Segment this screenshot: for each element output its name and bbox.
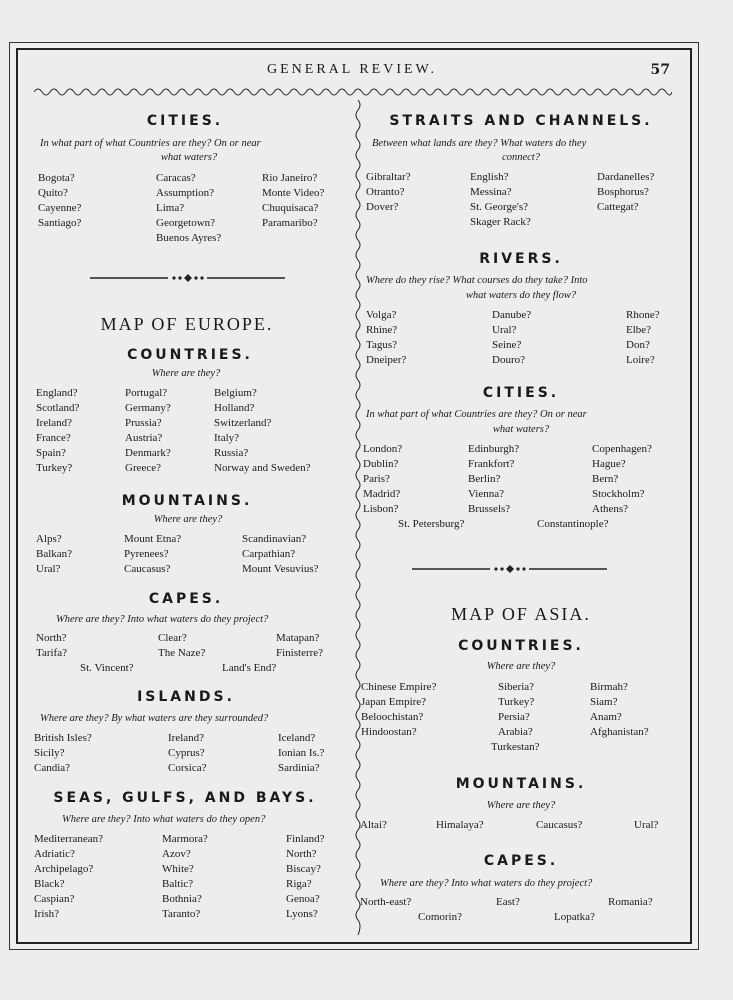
list-item: Frankfort? — [468, 458, 515, 470]
list-item: Riga? — [286, 878, 312, 890]
ornament-divider — [412, 564, 607, 574]
list-item: Taranto? — [162, 908, 201, 920]
list-item: Athens? — [592, 503, 629, 515]
list-item: Baltic? — [162, 878, 194, 890]
page-number: 57 — [650, 62, 670, 78]
list-item: East? — [496, 896, 520, 908]
list-item: Stockholm? — [592, 488, 645, 500]
list-item: Bogota? — [38, 172, 75, 184]
europe-capes-heading: CAPES. — [148, 591, 224, 607]
europe-mountains-question: Where are they? — [153, 514, 223, 525]
list-item: Clear? — [158, 632, 187, 644]
list-item: Scotland? — [36, 402, 80, 414]
list-item: Beloochistan? — [361, 711, 424, 723]
list-item: Lima? — [156, 202, 185, 214]
list-item: Rhine? — [366, 324, 398, 336]
page-header — [20, 60, 684, 88]
list-item: Hague? — [592, 458, 626, 470]
ornament-divider — [90, 273, 285, 283]
list-item: Comorin? — [418, 911, 462, 923]
list-item: Finisterre? — [276, 647, 324, 659]
list-item: Azov? — [162, 848, 191, 860]
list-item: Finland? — [286, 833, 325, 845]
list-item: Copenhagen? — [592, 443, 652, 455]
rivers-question: Where do they rise? What courses do they take? Into — [366, 275, 588, 286]
list-item: Germany? — [125, 402, 171, 414]
list-item: North? — [36, 632, 67, 644]
list-item: Archipelago? — [34, 863, 94, 875]
list-item: Genoa? — [286, 893, 320, 905]
list-item: Brussels? — [468, 503, 511, 515]
list-item: Madrid? — [363, 488, 401, 500]
list-item: Scandinavian? — [242, 533, 307, 545]
list-item: Ireland? — [36, 417, 73, 429]
list-item: Norway and Sweden? — [214, 462, 311, 474]
list-item: St. Petersburg? — [398, 518, 465, 530]
list-item: Tarifa? — [36, 647, 67, 659]
list-item: British Isles? — [34, 732, 92, 744]
list-item: White? — [162, 863, 194, 875]
list-item: Quito? — [38, 187, 68, 199]
list-item: Marmora? — [162, 833, 208, 845]
map-europe-title: MAP OF EUROPE. — [100, 314, 274, 334]
list-item: Mediterranean? — [34, 833, 104, 845]
list-item: Belgium? — [214, 387, 257, 399]
running-title: GENERAL REVIEW. — [267, 62, 437, 77]
list-item: Bern? — [592, 473, 619, 485]
asia-countries-heading: COUNTRIES. — [458, 638, 584, 654]
list-item: Caspian? — [34, 893, 75, 905]
list-item: Adriatic? — [34, 848, 75, 860]
list-item: Monte Video? — [262, 187, 325, 199]
asia-capes-question: Where are they? Into what waters do they project? — [380, 878, 593, 889]
list-item: Douro? — [492, 354, 525, 366]
list-item: Bothnia? — [162, 893, 202, 905]
list-item: Switzerland? — [214, 417, 272, 429]
list-item: Cyprus? — [168, 747, 205, 759]
list-item: Corsica? — [168, 762, 207, 774]
list-item: Caucasus? — [124, 563, 171, 575]
list-item: Vienna? — [468, 488, 504, 500]
list-item: Greece? — [125, 462, 162, 474]
list-item: Rio Janeiro? — [262, 172, 318, 184]
rivers-question-cont: what waters do they flow? — [465, 290, 577, 301]
list-item: Black? — [34, 878, 65, 890]
right-cities-heading: CITIES. — [482, 385, 560, 401]
list-item: Matapan? — [276, 632, 320, 644]
list-item: Alps? — [36, 533, 62, 545]
list-item: Volga? — [366, 309, 397, 321]
list-item: Denmark? — [125, 447, 171, 459]
list-item: Hindoostan? — [361, 726, 417, 738]
europe-islands-question: Where are they? By what waters are they surrounded? — [40, 713, 269, 724]
list-item: Portugal? — [125, 387, 168, 399]
list-item: Skager Rack? — [470, 216, 531, 228]
list-item: Rhone? — [626, 309, 660, 321]
list-item: Italy? — [214, 432, 240, 444]
list-item: Sicily? — [34, 747, 65, 759]
europe-islands-heading: ISLANDS. — [137, 689, 235, 705]
list-item: Russia? — [214, 447, 249, 459]
list-item: Biscay? — [286, 863, 321, 875]
list-item: Lyons? — [286, 908, 318, 920]
list-item: Irish? — [34, 908, 60, 920]
list-item: Dover? — [366, 201, 399, 213]
list-item: Lopatka? — [554, 911, 595, 923]
right-cities-question-cont: what waters? — [492, 424, 550, 435]
list-item: Constantinople? — [537, 518, 609, 530]
list-item: Ural? — [36, 563, 61, 575]
list-item: North-east? — [360, 896, 412, 908]
list-item: Cayenne? — [38, 202, 82, 214]
list-item: St. George's? — [470, 201, 528, 213]
list-item: Turkestan? — [491, 741, 540, 753]
list-item: North? — [286, 848, 317, 860]
europe-seas-question: Where are they? Into what waters do they open? — [62, 814, 266, 825]
list-item: Georgetown? — [156, 217, 216, 229]
list-item: Pyrenees? — [124, 548, 169, 560]
list-item: Prussia? — [125, 417, 162, 429]
list-item: Ireland? — [168, 732, 205, 744]
straits-heading: STRAITS AND CHANNELS. — [389, 113, 653, 129]
list-item: Dublin? — [363, 458, 399, 470]
list-item: Elbe? — [626, 324, 652, 336]
list-item: Siam? — [590, 696, 618, 708]
list-item: Turkey? — [498, 696, 535, 708]
list-item: Dneiper? — [366, 354, 407, 366]
list-item: Sardinia? — [278, 762, 320, 774]
list-item: Tagus? — [366, 339, 397, 351]
list-item: London? — [363, 443, 403, 455]
list-item: Bosphorus? — [597, 186, 649, 198]
list-item: Ural? — [634, 819, 659, 831]
list-item: Berlin? — [468, 473, 501, 485]
list-item: Caracas? — [156, 172, 196, 184]
list-item: Himalaya? — [436, 819, 484, 831]
straits-question-cont: connect? — [502, 152, 540, 163]
list-item: Chuquisaca? — [262, 202, 319, 214]
list-item: Ionian Is.? — [278, 747, 325, 759]
rivers-heading: RIVERS. — [479, 251, 563, 267]
list-item: Candia? — [34, 762, 71, 774]
list-item: Seine? — [492, 339, 522, 351]
list-item: Lisbon? — [363, 503, 399, 515]
europe-capes-question: Where are they? Into what waters do they project? — [56, 614, 269, 625]
list-item: Land's End? — [222, 662, 277, 674]
list-item: Edinburgh? — [468, 443, 520, 455]
list-item: Chinese Empire? — [361, 681, 437, 693]
asia-countries-question: Where are they? — [486, 661, 556, 672]
list-item: Birmah? — [590, 681, 628, 693]
list-item: Afghanistan? — [590, 726, 649, 738]
map-asia-title: MAP OF ASIA. — [451, 604, 591, 624]
left-cities-question-cont: what waters? — [160, 152, 218, 163]
list-item: Don? — [626, 339, 650, 351]
list-item: Caucasus? — [536, 819, 583, 831]
europe-mountains-heading: MOUNTAINS. — [121, 493, 253, 509]
list-item: Messina? — [470, 186, 512, 198]
list-item: Buenos Ayres? — [156, 232, 222, 244]
list-item: The Naze? — [158, 647, 206, 659]
list-item: Cattegat? — [597, 201, 639, 213]
list-item: Romania? — [608, 896, 653, 908]
europe-seas-heading: SEAS, GULFS, AND BAYS. — [53, 790, 317, 806]
header-wavy-rule — [34, 86, 672, 98]
list-item: Gibraltar? — [366, 171, 411, 183]
list-item: Assumption? — [156, 187, 215, 199]
list-item: Santiago? — [38, 217, 82, 229]
list-item: Austria? — [125, 432, 163, 444]
list-item: Siberia? — [498, 681, 535, 693]
list-item: Otranto? — [366, 186, 405, 198]
list-item: Turkey? — [36, 462, 73, 474]
list-item: English? — [470, 171, 509, 183]
list-item: Paramaribo? — [262, 217, 318, 229]
list-item: Loire? — [626, 354, 655, 366]
asia-mountains-question: Where are they? — [486, 800, 556, 811]
list-item: Ural? — [492, 324, 517, 336]
list-item: Japan Empire? — [361, 696, 427, 708]
right-cities-question: In what part of what Countries are they? On or near — [366, 409, 587, 420]
list-item: England? — [36, 387, 78, 399]
list-item: Danube? — [492, 309, 532, 321]
list-item: Iceland? — [278, 732, 316, 744]
asia-capes-heading: CAPES. — [483, 853, 559, 869]
list-item: St. Vincent? — [80, 662, 134, 674]
list-item: Paris? — [363, 473, 390, 485]
straits-question: Between what lands are they? What waters do they — [372, 138, 587, 149]
europe-countries-question: Where are they? — [151, 368, 221, 379]
list-item: France? — [36, 432, 71, 444]
list-item: Mount Etna? — [124, 533, 182, 545]
list-item: Balkan? — [36, 548, 73, 560]
list-item: Dardanelles? — [597, 171, 655, 183]
list-item: Altai? — [360, 819, 387, 831]
list-item: Carpathian? — [242, 548, 296, 560]
europe-countries-heading: COUNTRIES. — [127, 347, 253, 363]
list-item: Arabia? — [498, 726, 533, 738]
list-item: Spain? — [36, 447, 66, 459]
left-cities-heading: CITIES. — [146, 113, 224, 129]
left-cities-question: In what part of what Countries are they? On or near — [40, 138, 261, 149]
list-item: Holland? — [214, 402, 255, 414]
asia-mountains-heading: MOUNTAINS. — [455, 776, 587, 792]
list-item: Mount Vesuvius? — [242, 563, 319, 575]
list-item: Anam? — [590, 711, 622, 723]
list-item: Persia? — [498, 711, 530, 723]
